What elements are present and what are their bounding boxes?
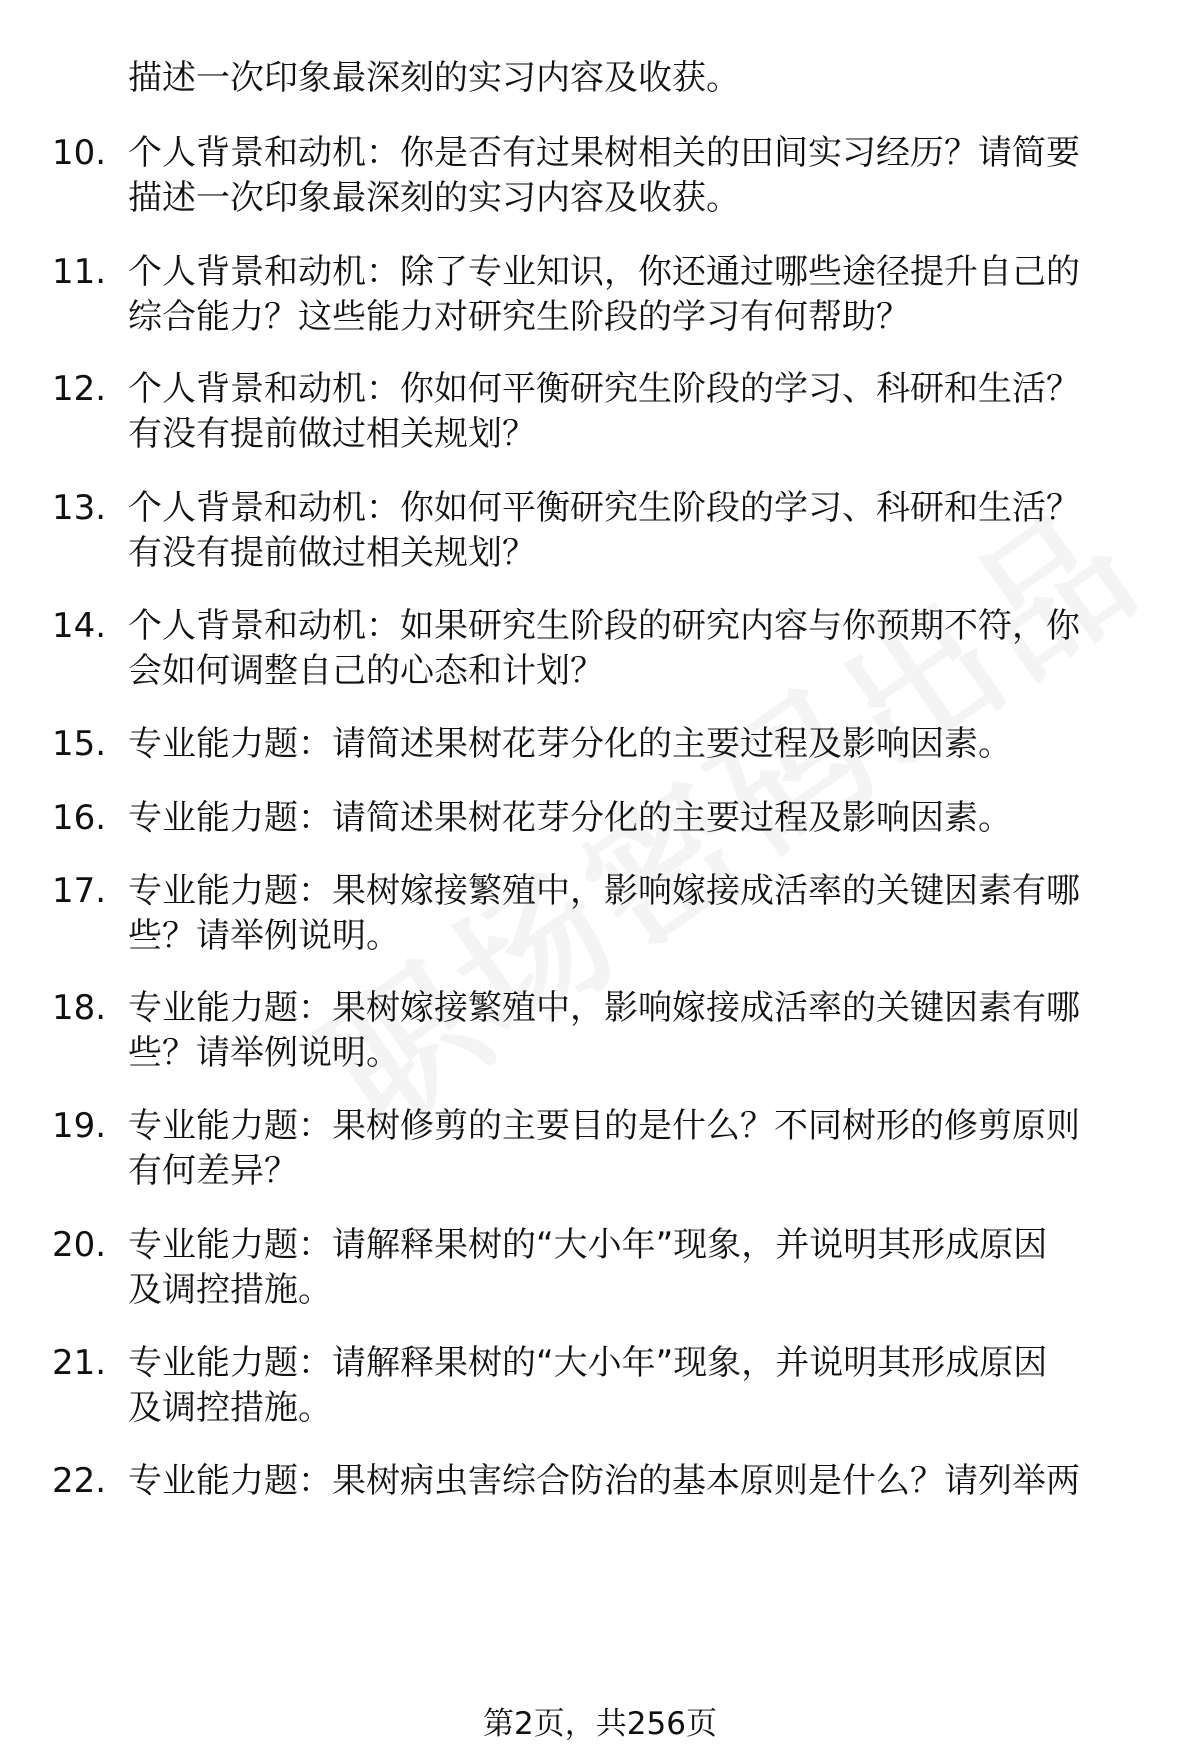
question-number: 18. — [52, 988, 107, 1028]
question-number: 17. — [52, 871, 107, 911]
question-line: 专业能力题：果树修剪的主要目的是什么？不同树形的修剪原则 — [128, 1106, 1080, 1146]
question-line: 专业能力题：请解释果树的“大小年”现象，并说明其形成原因 — [128, 1225, 1048, 1265]
question-number: 22. — [52, 1461, 107, 1501]
question-line: 描述一次印象最深刻的实习内容及收获。 — [128, 178, 740, 218]
question-line: 专业能力题：请解释果树的“大小年”现象，并说明其形成原因 — [128, 1343, 1048, 1383]
question-line: 专业能力题：果树嫁接繁殖中，影响嫁接成活率的关键因素有哪 — [128, 871, 1080, 911]
question-line: 有没有提前做过相关规划？ — [128, 533, 536, 573]
question-number: 20. — [52, 1225, 107, 1265]
question-number: 12. — [52, 369, 107, 409]
question-line: 专业能力题：请简述果树花芽分化的主要过程及影响因素。 — [128, 724, 1012, 764]
continuation-line: 描述一次印象最深刻的实习内容及收获。 — [128, 58, 740, 98]
question-line: 个人背景和动机：除了专业知识，你还通过哪些途径提升自己的 — [128, 252, 1080, 292]
question-number: 16. — [52, 798, 107, 838]
question-number: 14. — [52, 606, 107, 646]
question-line: 会如何调整自己的心态和计划？ — [128, 651, 604, 691]
page-footer: 第2页，共256页 — [483, 1706, 717, 1742]
question-number: 21. — [52, 1343, 107, 1383]
question-line: 综合能力？这些能力对研究生阶段的学习有何帮助？ — [128, 297, 910, 337]
question-line: 些？请举例说明。 — [128, 916, 400, 956]
question-line: 个人背景和动机：如果研究生阶段的研究内容与你预期不符，你 — [128, 606, 1080, 646]
question-line: 些？请举例说明。 — [128, 1033, 400, 1073]
question-line: 及调控措施。 — [128, 1270, 332, 1310]
question-line: 有没有提前做过相关规划？ — [128, 414, 536, 454]
question-line: 有何差异？ — [128, 1151, 298, 1191]
question-line: 个人背景和动机：你如何平衡研究生阶段的学习、科研和生活？ — [128, 369, 1080, 409]
question-number: 15. — [52, 724, 107, 764]
question-number: 19. — [52, 1106, 107, 1146]
question-line: 个人背景和动机：你是否有过果树相关的田间实习经历？请简要 — [128, 133, 1080, 173]
question-number: 10. — [52, 133, 107, 173]
question-line: 专业能力题：果树病虫害综合防治的基本原则是什么？请列举两 — [128, 1461, 1080, 1501]
question-line: 个人背景和动机：你如何平衡研究生阶段的学习、科研和生活？ — [128, 488, 1080, 528]
question-number: 11. — [52, 252, 107, 292]
question-number: 13. — [52, 488, 107, 528]
question-line: 专业能力题：请简述果树花芽分化的主要过程及影响因素。 — [128, 798, 1012, 838]
question-line: 专业能力题：果树嫁接繁殖中，影响嫁接成活率的关键因素有哪 — [128, 988, 1080, 1028]
question-line: 及调控措施。 — [128, 1388, 332, 1428]
